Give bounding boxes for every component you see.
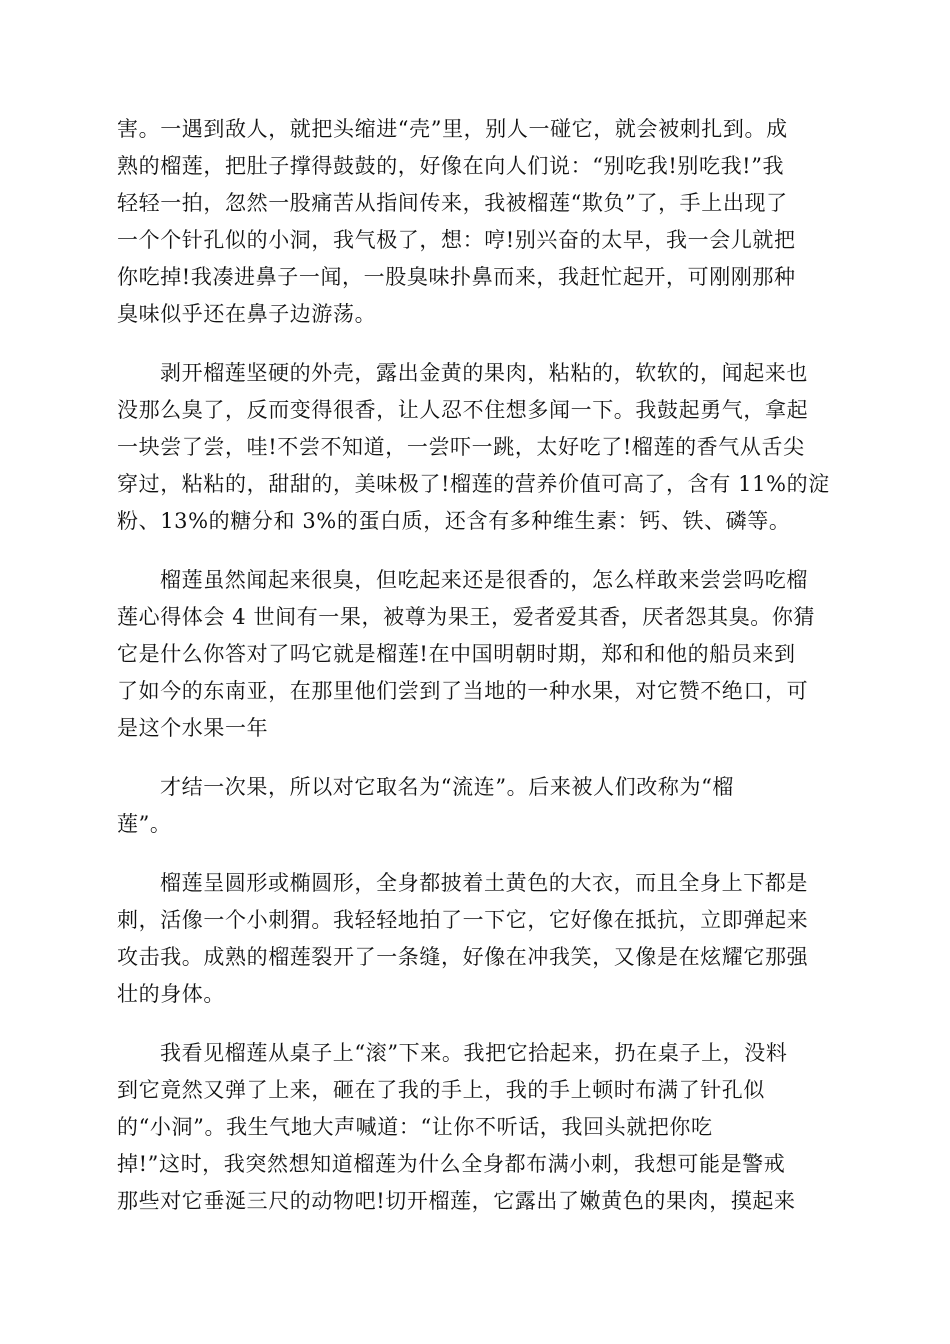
paragraph-1-line-3: 轻轻一拍，忽然一股痛苦从指间传来，我被榴莲“欺负”了，手上出现了 bbox=[117, 191, 788, 215]
paragraph-2-line-4: 穿过，粘粘的，甜甜的，美味极了!榴莲的营养价值可高了，含有 11%的淀 bbox=[117, 472, 830, 496]
paragraph-6-line-1: 我看见榴莲从桌子上“滚”下来。我把它拾起来，扔在桌子上，没料 bbox=[160, 1041, 788, 1065]
paragraph-2-line-1: 剥开榴莲坚硬的外壳，露出金黄的果肉，粘粘的，软软的，闻起来也 bbox=[160, 361, 808, 385]
paragraph-6-line-2: 到它竟然又弹了上来，砸在了我的手上，我的手上顿时布满了针孔似 bbox=[117, 1078, 765, 1102]
paragraph-2-line-2: 没那么臭了，反而变得很香，让人忍不住想多闻一下。我鼓起勇气，拿起 bbox=[117, 398, 809, 422]
paragraph-5-line-1: 榴莲呈圆形或椭圆形，全身都披着土黄色的大衣，而且全身上下都是 bbox=[160, 871, 808, 895]
paragraph-3-line-2: 莲心得体会 4 世间有一果，被尊为果王，爱者爱其香，厌者怨其臭。你猜 bbox=[117, 605, 816, 629]
paragraph-3-line-4: 了如今的东南亚，在那里他们尝到了当地的一种水果，对它赞不绝口，可 bbox=[117, 679, 809, 703]
paragraph-2-line-3: 一块尝了尝，哇!不尝不知道，一尝吓一跳，太好吃了!榴莲的香气从舌尖 bbox=[117, 435, 805, 459]
paragraph-1-line-6: 臭味似乎还在鼻子边游荡。 bbox=[117, 302, 377, 326]
paragraph-1-line-4: 一个个针孔似的小洞，我气极了，想：哼!别兴奋的太早，我一会儿就把 bbox=[117, 228, 796, 252]
paragraph-2-line-5: 粉、13%的糖分和 3%的蛋白质，还含有多种维生素：钙、铁、磷等。 bbox=[117, 509, 791, 533]
paragraph-6-line-5: 那些对它垂涎三尺的动物吧!切开榴莲，它露出了嫩黄色的果肉，摸起来 bbox=[117, 1189, 796, 1213]
paragraph-3-line-5: 是这个水果一年 bbox=[117, 716, 269, 740]
paragraph-1-line-1: 害。一遇到敌人，就把头缩进“壳”里，别人一碰它，就会被刺扎到。成 bbox=[117, 117, 788, 141]
paragraph-4-line-1: 才结一次果，所以对它取名为“流连”。后来被人们改称为“榴 bbox=[160, 775, 735, 799]
paragraph-4-line-2: 莲”。 bbox=[117, 812, 172, 836]
paragraph-1-line-2: 熟的榴莲，把肚子撑得鼓鼓的，好像在向人们说：“别吃我!别吃我!”我 bbox=[117, 154, 785, 178]
paragraph-3-line-3: 它是什么你答对了吗它就是榴莲!在中国明朝时期，郑和和他的船员来到 bbox=[117, 642, 796, 666]
paragraph-5-line-2: 刺，活像一个小刺猬。我轻轻地拍了一下它，它好像在抵抗，立即弹起来 bbox=[117, 908, 809, 932]
paragraph-5-line-3: 攻击我。成熟的榴莲裂开了一条缝，好像在冲我笑，又像是在炫耀它那强 bbox=[117, 945, 809, 969]
paragraph-5-line-4: 壮的身体。 bbox=[117, 982, 225, 1006]
paragraph-6-line-3: 的“小洞”。我生气地大声喊道：“让你不听话，我回头就把你吃 bbox=[117, 1115, 713, 1139]
paragraph-1-line-5: 你吃掉!我凑进鼻子一闻，一股臭味扑鼻而来，我赶忙起开，可刚刚那种 bbox=[117, 265, 796, 289]
paragraph-3-line-1: 榴莲虽然闻起来很臭，但吃起来还是很香的，怎么样敢来尝尝吗吃榴 bbox=[160, 568, 808, 592]
paragraph-6-line-4: 掉!”这时，我突然想知道榴莲为什么全身都布满小刺，我想可能是警戒 bbox=[117, 1152, 786, 1176]
